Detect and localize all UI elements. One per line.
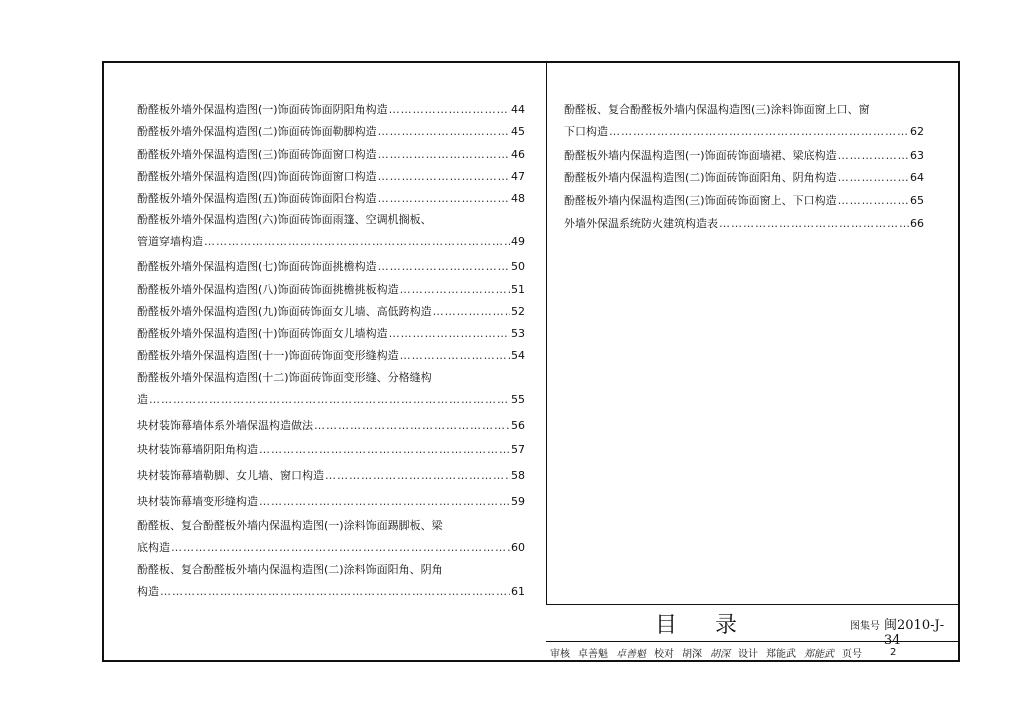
toc-entry xyxy=(137,518,525,555)
design-signature: 郑能武 xyxy=(804,648,834,660)
toc-entry-title: 管道穿墙构造 xyxy=(137,235,203,248)
check-label: 校对 xyxy=(654,648,674,660)
toc-entry-title: 块材装饰幕墙变形缝构造 xyxy=(137,495,258,508)
leader-dots xyxy=(378,169,510,184)
toc-entry xyxy=(137,418,525,433)
toc-entry xyxy=(564,148,924,163)
toc-entry xyxy=(137,259,525,274)
toc-entry-page: 45 xyxy=(511,125,525,138)
toc-entry-title: 酚醛板外墙外保温构造图(二)饰面砖饰面勒脚构造 xyxy=(137,125,377,138)
leader-dots xyxy=(838,193,909,208)
toc-entry-page: 55 xyxy=(511,393,525,406)
leader-dots xyxy=(259,494,510,509)
title-block-top xyxy=(546,605,960,648)
leader-dots xyxy=(378,259,510,274)
toc-entry-title: 块材装饰幕墙勒脚、女儿墙、窗口构造 xyxy=(137,469,324,482)
toc-entry-page: 56 xyxy=(511,419,525,432)
review-name: 卓善魁 xyxy=(578,648,608,660)
toc-entry-title: 造 xyxy=(137,393,148,406)
toc-entry xyxy=(137,370,525,407)
leader-dots xyxy=(433,304,510,319)
toc-entry xyxy=(137,326,525,341)
review-signature: 卓善魁 xyxy=(616,648,646,660)
toc-entry-page: 62 xyxy=(910,125,924,138)
leader-dots xyxy=(149,392,510,407)
toc-entry-title-line: 酚醛板、复合酚醛板外墙内保温构造图(二)涂料饰面阳角、阴角 xyxy=(137,563,443,576)
leader-dots xyxy=(171,540,510,555)
toc-entry-page: 48 xyxy=(511,192,525,205)
leader-dots xyxy=(378,191,510,206)
toc-entry xyxy=(137,442,525,457)
toc-entry-title: 酚醛板外墙外保温构造图(三)饰面砖饰面窗口构造 xyxy=(137,148,377,161)
toc-entry-title: 酚醛板外墙外保温构造图(五)饰面砖饰面阳台构造 xyxy=(137,192,377,205)
toc-entry-title-line: 酚醛板、复合酚醛板外墙内保温构造图(一)涂料饰面踢脚板、梁 xyxy=(137,519,443,532)
toc-entry-page: 60 xyxy=(511,541,525,554)
atlas-code-label: 图集号 xyxy=(850,621,880,632)
toc-entry xyxy=(564,170,924,185)
toc-entry xyxy=(137,212,525,249)
page-label: 页号 xyxy=(842,648,862,660)
toc-entry-title-line: 酚醛板、复合酚醛板外墙内保温构造图(三)涂料饰面窗上口、窗 xyxy=(564,103,870,116)
toc-entry xyxy=(137,147,525,162)
toc-entry-page: 58 xyxy=(511,469,525,482)
toc-entry xyxy=(137,348,525,363)
leader-dots xyxy=(160,584,510,599)
toc-entry xyxy=(137,562,525,599)
toc-entry-title: 酚醛板外墙外保温构造图(十)饰面砖饰面女儿墙构造 xyxy=(137,327,388,340)
leader-dots xyxy=(400,348,510,363)
toc-entry-page: 57 xyxy=(511,443,525,456)
leader-dots xyxy=(719,216,909,231)
toc-entry-title: 酚醛板外墙外保温构造图(四)饰面砖饰面窗口构造 xyxy=(137,170,377,183)
page-title: 目录 xyxy=(654,612,775,638)
toc-entry-page: 59 xyxy=(511,495,525,508)
atlas-code: 闽2010-J-34 xyxy=(884,618,945,648)
toc-entry-page: 47 xyxy=(511,170,525,183)
toc-entry xyxy=(564,216,924,231)
toc-entry-page: 49 xyxy=(511,235,525,248)
toc-entry-page: 61 xyxy=(511,585,525,598)
toc-entry-title: 底构造 xyxy=(137,541,170,554)
toc-entry-title: 酚醛板外墙内保温构造图(二)饰面砖饰面阳角、阴角构造 xyxy=(564,171,837,184)
toc-entry-page: 66 xyxy=(910,217,924,230)
page-number: 2 xyxy=(890,646,897,658)
leader-dots xyxy=(838,170,909,185)
check-name: 胡深 xyxy=(682,648,702,660)
toc-entry-title: 构造 xyxy=(137,585,159,598)
toc-entry-page: 65 xyxy=(910,194,924,207)
toc-entry-page: 63 xyxy=(910,149,924,162)
toc-entry xyxy=(564,193,924,208)
toc-entry-page: 51 xyxy=(511,283,525,296)
toc-entry-title: 酚醛板外墙外保温构造图(一)饰面砖饰面阴阳角构造 xyxy=(137,103,388,116)
leader-dots xyxy=(609,124,909,139)
toc-entry-title-line: 酚醛板外墙外保温构造图(十二)饰面砖饰面变形缝、分格缝构 xyxy=(137,371,432,384)
toc-entry-title: 酚醛板外墙外保温构造图(十一)饰面砖饰面变形缝构造 xyxy=(137,349,399,362)
toc-entry-title: 酚醛板外墙外保温构造图(九)饰面砖饰面女儿墙、高低跨构造 xyxy=(137,305,432,318)
leader-dots xyxy=(378,147,510,162)
toc-entry-title: 块材装饰幕墙阴阳角构造 xyxy=(137,443,258,456)
toc-entry xyxy=(137,494,525,509)
column-divider xyxy=(546,61,547,604)
toc-entry-page: 53 xyxy=(511,327,525,340)
leader-dots xyxy=(204,234,510,249)
leader-dots xyxy=(389,102,510,117)
toc-entry-page: 54 xyxy=(511,349,525,362)
toc-entry-title: 外墙外保温系统防火建筑构造表 xyxy=(564,217,718,230)
review-label: 审核 xyxy=(550,648,570,660)
toc-entry xyxy=(137,169,525,184)
toc-entry xyxy=(137,124,525,139)
signature-row xyxy=(546,642,960,662)
toc-entry xyxy=(137,191,525,206)
toc-entry-title: 下口构造 xyxy=(564,125,608,138)
check-signature: 胡深 xyxy=(710,648,730,660)
toc-entry-title-line: 酚醛板外墙外保温构造图(六)饰面砖饰面雨篷、空调机搁板、 xyxy=(137,213,432,226)
toc-entry-page: 44 xyxy=(511,103,525,116)
leader-dots xyxy=(325,468,510,483)
leader-dots xyxy=(838,148,909,163)
toc-entry-title: 酚醛板外墙内保温构造图(三)饰面砖饰面窗上、下口构造 xyxy=(564,194,837,207)
toc-entry-title: 酚醛板外墙外保温构造图(八)饰面砖饰面挑檐挑板构造 xyxy=(137,283,399,296)
toc-entry xyxy=(137,304,525,319)
toc-entry-title: 块材装饰幕墙体系外墙保温构造做法 xyxy=(137,419,313,432)
leader-dots xyxy=(400,282,510,297)
leader-dots xyxy=(378,124,510,139)
toc-entry xyxy=(137,102,525,117)
leader-dots xyxy=(314,418,510,433)
design-label: 设计 xyxy=(738,648,758,660)
design-name: 郑能武 xyxy=(766,648,796,660)
leader-dots xyxy=(259,442,510,457)
toc-entry xyxy=(564,102,924,139)
title-block xyxy=(546,604,960,662)
toc-entry-page: 52 xyxy=(511,305,525,318)
toc-entry xyxy=(137,282,525,297)
toc-entry xyxy=(137,468,525,483)
toc-entry-page: 50 xyxy=(511,260,525,273)
toc-entry-page: 46 xyxy=(511,148,525,161)
leader-dots xyxy=(389,326,510,341)
toc-entry-page: 64 xyxy=(910,171,924,184)
toc-entry-title: 酚醛板外墙外保温构造图(七)饰面砖饰面挑檐构造 xyxy=(137,260,377,273)
toc-entry-title: 酚醛板外墙内保温构造图(一)饰面砖饰面墙裙、梁底构造 xyxy=(564,149,837,162)
